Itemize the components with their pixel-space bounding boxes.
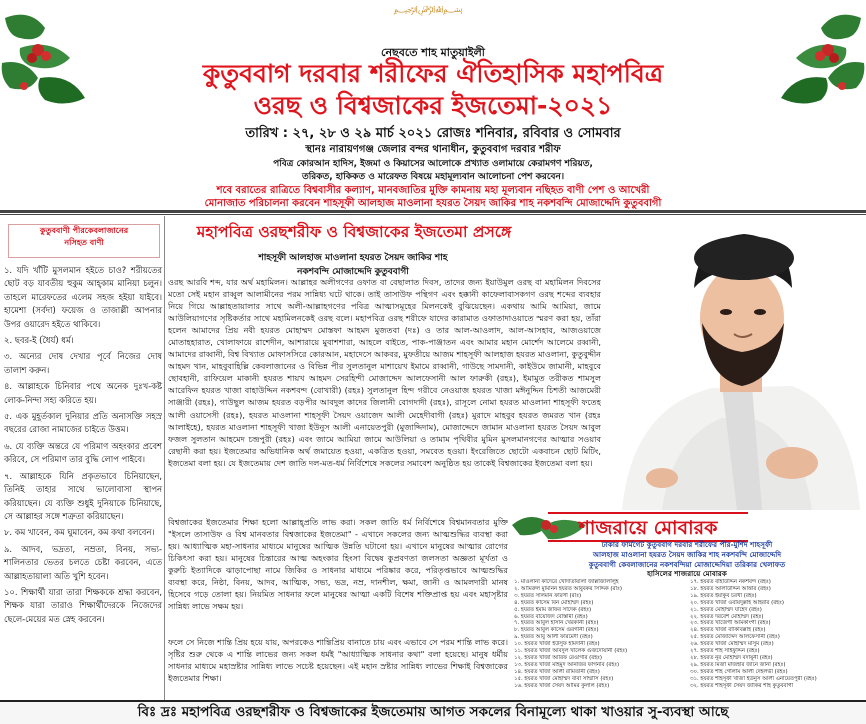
list-item: ১৬. হযরত খাজা সৈয়দ আমির কুলাল (রহঃ): [514, 682, 610, 689]
nasihat-item: ৪. আল্লাহকে চিনিবার পথে অনেক দুঃখ-কষ্ট লোক-নিন্দা সহ্য করিতে হয়।: [4, 381, 162, 405]
list-item: ৭. হযরত আবুল হাসান খেরকানী (রহঃ): [514, 620, 599, 627]
main-title-line2: ওরছ ও বিশ্বজাকের ইজতেমা-২০২১: [253, 91, 613, 120]
announcement-line-2: মোনাজাত পরিচালনা করবেন শাহসূফী আলহাজ মাওলানা হযরত সৈয়দ জাকির শাহ নকশবন্দি মোজাদ্দেদি কুতুববাগী: [204, 198, 662, 209]
list-item: ১৪. হযরত খাজা আলী রামিতানী (রহঃ): [514, 668, 600, 675]
list-item: ২৪. হযরত খাজা বাকিবিল্লাহ (রহঃ): [690, 627, 766, 634]
announcement-line-1: শবে বরাতের রাত্রিতে বিশ্ববাসীর কল্যাণ, মানবজাতির মুক্তি কামনায় মহা মূল্যবান নছিহত বাণী পেশ ও আখেরী: [216, 185, 650, 196]
list-item: ৬. হযরত বায়েজিদ বোস্তামী (রহঃ): [514, 613, 588, 620]
nasihat-header-box: [8, 224, 160, 258]
shajra-list-right: [690, 579, 862, 690]
shajra-subtitle-3: কুতুববাগী কেবলাজানের নকশবন্দিয়া মোজাদ্দেদিয়া তরিকার খেলাফত: [588, 560, 786, 569]
list-item: ১২. হযরত খাজা আরিফ রেওগিরি (রহঃ): [514, 654, 603, 661]
holly-decoration-left-icon: [0, 8, 90, 118]
list-item: ১১. হযরত খাজা আবদুল খালেক গুজদোয়ানী (রহঃ): [514, 648, 628, 655]
nasihat-header-line2: নসিহত বাণী: [64, 238, 104, 247]
shajra-list-left: [514, 579, 686, 690]
article-body-1: ওরছ আরবি শব্দ, যার অর্থ মহামিলন। আল্লাহর অলীগণের ওফাত বা বেছালাত দিবস, তাদের জন্য ইয়াউমুল ওরছ বা মহামিলন দিবসের মতো সেই মহান রাব্বুল আলামীনের পরম সান্নিধ্য ঘটে থাকে। তাই তাসাউফ পন্থিগণ এবং হক্কানী কাফেলাবাসকগণ ওরছ শব্দের ব্যবহার নিয়ে গিয়ে আল্লাহতায়ালার সাথে অলী-আল্লাহগণের পবিত্র আত্মাসমূহের মিলনকেই বুঝিয়েছেন। একথায় আমি আমিয়া, জামে আউলিয়াগণের সৃষ্টিকর্তার সাথে মহামিলনকেই ওরছ বলে। মহাপবিত্র ওরছ শরীফে যাদের কারামাত ওফাতাদাওয়াতে স্মরণ করা হয়, তাঁরা হলেন আমাদের প্রিয় নবী হযরত মোহাম্মদ মোস্তফা আহমদ মুজতবা (দঃ) ও তার আল-আওলাদ, আল-আসহাব, আজওয়াজে মোতাহহারাত, খোলাফায়ে রাশেদীন, আশারায়ে মুবাশশারা, আহলে বাইতে, পাক-পাঞ্জাতন এবং আমার মহান মোর্শেদ আলেমে রব্বানী, আমাদের রাব্বানী, বিশ্ব বিখ্যাত মোফাসসিরে কোরআন, মহাদেসে আকবর, মুফতীয়ে আজম শাহসূফী আলহাজ হযরত মাওলানা, কুতুবুদ্দীন আহমদ খান, মাহবুবাহিল্লি কেবলাজানের ও বিভিন্ন পীর সুলতানুল মাশায়েখ ইমামে রাব্বানী, গাউছে সামদানী, কাইউমে জামানী, মাহবুবে ছোবহানী, রাফিয়েল মাকানী হযরত শায়খ আহমদ সেরহিন্দী মোজাদ্দেদ আলফেসানী আল ফারুকী (রহঃ), ইমামুত তরীকত শামসুল আরেফিন হযরত খাজা বাহাউদ্দিন নকশবন্দ (বোখারী) (রহঃ) সুলতানুল হিন্দ গরীবে নেওয়াজ হযরত খাজা মঈনুদ্দিন চিশতী আজমেরী সাঞ্জারী (রহঃ), গাউছুল আজম হযরত বড়পীর আবদুল কাদের জিলানী বোগদাদী (রহঃ), রাসূলে নোমা হযরত মাওলানা শাহসূফী ফতেহ আলী ওয়াসেসী (রহঃ), হযরত মাওলানা শাহসূফী সৈয়দ ওয়াজেদ আলী মেহেদীবাগী (রহঃ) মুরাদে মাহবুব হযরত জমরত খান (রহঃ আলাইহে), হযরত মাওলানা শাহসূফী খাজা ইউনুস আলী এনায়েতপুরী (মুজাদ্দিদাম), মোজাদ্দেদে জামান মাওলানা হযরত সৈয়দ আবুল ফজল সুলতান আহমেদ চন্দ্রপুরী (রহঃ) এবং জামে আমিয়া জামে আউলিয়া ও তামাম পৃথিবীর মুমিন মুসলমানগণের আত্মার সওয়াব রেছানী করা হয়। ইজতেমার অভিধানিক অর্থ জমায়েত হওয়া, একত্রিত হওয়া, সমবেত হওয়া। ইংরেজিতে ছোটো একবাচন ছোট মিটিং, ইজতেমা বলা হয়। যে ইজতেমায় দেশ জাতি দল-মত-ধর্ম নির্বিশেষে সকলের সমাবেশ অনুষ্ঠিত হয় তাকেই বিশ্বজাকের ইজতেমা বলা হয়।: [168, 277, 601, 468]
holly-decoration-right-icon: [776, 8, 866, 118]
list-item: ১৮. হযরত আলাউদ্দিন আত্তার (রহঃ): [690, 585, 771, 592]
nasihat-header-line1: কুতুববাণী পীরকেবলাজানের: [39, 226, 129, 235]
header-subtitle: নেছবতে শাহ মাতুয়াইলী: [381, 46, 485, 59]
list-item: ১০. হযরত খাজা ইউসুফ হামদানী (রহঃ): [514, 641, 600, 648]
list-item: ৯. হযরত আবু আলী ফারমেদী (রহঃ): [514, 634, 593, 641]
nasihat-item: ৬. যে ব্যক্তি অন্তরে যে পরিমাণ অহংকার প্রবেশ করিবে, সে পরিমাণ তার বুদ্ধি লোপ পাইবে।: [4, 440, 162, 465]
calligraphy: ﷽: [393, 5, 463, 15]
list-item: ২০. হযরত খাজা ওবায়দুল্লাহ আহরার (রহঃ): [690, 599, 784, 606]
list-item: ৩১. হযরত শাহসূফী খাজা ইউনুস আলী এনায়েতপুরী (রহঃ): [690, 675, 817, 682]
article-body-2: বিশ্বজাকের ইজতেমার শিক্ষা হলো আল্লাহ্‌প্রতি লাভ করা। সকল জাতি ধর্ম নির্বিশেষে বিশ্বমানবতার মুক্তি "ইসলে তাসাউফ ও বিশ্ব মানবতার বিশ্বজাকের ইজতেমা" - এখানে সকলের জন্য আত্মশুদ্ধির ব্যবস্থা করা হয়। আধ্যাত্মিক মহা-সাধনার মাধ্যমে মানুষের আত্মিক উন্নতি ঘটানো হয়। এখানে মানুষের আত্মার রোগের চিকিৎসা করা হয়। মানুষের চিন্তারের আত্ম অহংকার হিংসা বিদ্বেষ কুপ্রবণতা জলসতা অজ্ঞতা মূর্খতা ও কুরুচি ইত্যাদিকে ঝাড়াপোছা নামে জিকির ও সাধনার মাধ্যমে পরিষ্কার করে, পরিতৃপ্তভাবে আত্মশুদ্ধির ব্যবস্থা করে, নিষ্ঠা, বিনয়, আদব, আত্মিক, সভ্য, ভদ্র, নম্র, দানশীল, ক্ষমা, জানী ও আমলদারী মানষ হিসেবে গড়ে তোলা হয়। নিয়মিত সাধনার ফলে মানুষের আত্মা একটি বিশেষ শক্তিপ্রাপ্ত হয় এবং মহাসৃষ্টার সান্নিধ্য লাভে সক্ষম হয়।: [168, 517, 508, 612]
footer-note: বিঃ দ্রঃ মহাপবিত্র ওরছশরীফ ও বিশ্বজাকের ইজতেমায় আগত সকলের বিনামূল্যে থাকা খাওয়ার সু-ব্যবস্থা আছে: [0, 700, 866, 724]
list-item: ৩. হযরত সালমান ফারসী (রাঃ): [514, 592, 582, 599]
list-item: ৪. হযরত কাসেম বিন মোহাম্মদ (রহঃ): [514, 599, 594, 606]
nasihat-item: ২. ছবর-ই (ধৈর্য) ধর্ম।: [4, 335, 74, 346]
list-item: ১৭. হযরত বাহাউদ্দিন নকশবন্দ (রহঃ): [690, 579, 771, 585]
list-item: ৩২. হযরত শাহসূফী সৈয়দ জাকির শাহ কুতুববাগী: [690, 682, 794, 689]
list-item: ২২. হযরত দরবেশ মোহাম্মদ (রহঃ): [690, 613, 764, 620]
list-item: ২. আমিরুল মুমিনিন হযরত আবুবকর সিদ্দিক (রাঃ): [514, 585, 622, 592]
nasihat-item: ৩. অন্যের দোষ দেখার পূর্বে নিজের দোষ তালাশ করুন।: [4, 351, 162, 375]
nasihat-item: ১০. শিক্ষার্থী যারা তারা শিক্ষককে শ্রদ্ধা করবেন, শিক্ষক যারা তারাও শিক্ষার্থীদেরকে নিজেদের ছেলে-মেয়ের মত স্নেহ করবেন।: [4, 586, 162, 624]
list-item: ২৯. হযরত মির্জা মাজহার জানে জানা (রহঃ): [690, 661, 786, 668]
list-item: ২৬. হযরত খাজা মোহাম্মদ মাসুম (রহঃ): [690, 641, 774, 648]
list-item: ১৫. হযরত খাজা মোহাম্মদ বাবা সাম্মাসি (রহঃ): [514, 675, 614, 682]
event-date: তারিখ : ২৭, ২৮ ও ২৯ মার্চ ২০২১ রোজঃ শনিবার, রবিবার ও সোমবার: [245, 126, 621, 141]
nasihat-item: ৮. কম খাবেন, কম ঘুমাবেন, কম কথা বলবেন।: [4, 527, 155, 538]
article-title: মহাপবিত্র ওরছশরীফ ও বিশ্বজাকের ইজতেমা প্রসঙ্গে: [168, 220, 540, 246]
article-body-3: ফলে সে নিজে শান্তি প্রিয় হয়ে যায়, অপরকেও শান্তিপ্রিয় বানাতে চায় এবং এভাবে সে পরম শান্তি লাভ করে। সৃষ্টির শুরু থেকে এ শান্তি লাভের জন্য সকল ধর্মই "আধ্যাত্মিক সাধনার কথা" বলা হয়েছে। মানুষ ধর্মীয় সাধনার মাধ্যমে মহাস্রষ্টার সান্নিধ্য লাভে সচেষ্ট হয়েছেন। এই মহান স্রষ্টার সান্নিধ্য লাভের শিক্ষাই বিশ্বজাকের ইজতেমার শিক্ষা।: [168, 637, 508, 684]
nasihat-list: [4, 264, 162, 626]
list-item: ৮. হযরত আবুল কাসেম গুরগানী (রহঃ): [514, 627, 599, 634]
nasihat-item: ৯. আদব, ভদ্রতা, নম্রতা, বিনয়, সভ্য-শালিনতার ভেতর চলতে চেষ্টা করবেন, এতে আল্লাহতায়ালা অতি খুশি হবেন।: [4, 543, 162, 581]
list-item: ৩০. হযরত শাহ গোলাম আলী দেহলভী (রহঃ): [690, 668, 788, 675]
list-item: ৫. হযরত ইমাম জাফর সাদেক (রহঃ): [514, 606, 592, 613]
list-item: ২৩. হযরত খাজেগী আমকাংগী (রহঃ): [690, 620, 771, 627]
event-place: স্থানঃ নারায়ণগঞ্জ জেলার বন্দর থানাধীন, কুতুববাগ দরবার শরীফ: [305, 144, 561, 155]
shajra-subtitle-2: আলহাজ মাওলানা হযরত সৈয়দ জাকির শাহ নকশবন্দি মোজাদ্দেদি: [592, 550, 782, 559]
nasihat-item: ১. যদি খাঁটি মুসলমান হইতে চাও? শরীয়তের ছোট বড় যাবতীয় হুকুম আহ্‌কাম মানিয়া চলুন। তাহলে মারেফতের এলেম সহজ হইয়া যাইবে। হামেশা (সর্বদা) ফয়েজ ও তাজাল্লী আপনার উপর ওয়ারেদ হইতে থাকিবে।: [4, 265, 162, 329]
list-item: ২৭. হযরত শাহ সাইফুদ্দিন (রহঃ): [690, 648, 760, 655]
event-description-2: তরিকত, হাকিকত ও মারেফত বিষয়ে মহামূল্যবান আলোচনা পেশ করবেন।: [301, 172, 565, 182]
list-item: ২৮. হযরত নূর মোহাম্মদ বদায়ূনী (রহঃ): [690, 654, 773, 661]
list-item: ২৫. হযরত মোজাদ্দেদ আলফেসানী (রহঃ): [690, 634, 780, 641]
header-divider-thin: [0, 214, 866, 215]
list-item: ১৩. হযরত খাজা মাহমুদ আনজির ফাগনবি (রহঃ): [514, 661, 620, 668]
shajra-title: শাজরায়ে মোবারক: [548, 512, 748, 542]
article-author-line1: শাহসূফী আলহাজ মাওলানা হযরত সৈয়দ জাকির শাহ: [258, 253, 448, 263]
nasihat-column: [4, 224, 162, 694]
shajra-list: [514, 579, 862, 689]
article-author-line2: নকশবন্দি মোজাদ্দেদি কুতুববাগী: [297, 267, 409, 277]
list-item: ২১. হযরত মোহাম্মদ যাহেদ (রহঃ): [690, 606, 762, 613]
shajra-subtitle-4: হাসিলের শাজরায়ে মোবারক: [647, 569, 727, 578]
pir-portrait-photo: [602, 218, 862, 510]
column-divider: [164, 216, 165, 702]
shajra-subtitle-1: ঢাকার ফার্মগেট কুতুববাগ দরবার শরীফের পীর-মুর্শিদ শাহসূফী: [601, 540, 773, 549]
main-title-line1: কুতুববাগ দরবার শরীফের ঐতিহাসিক মহাপবিত্র: [202, 59, 664, 88]
nasihat-item: ৫. এক মুহূর্তকাল দুনিয়ার প্রতি অনাসক্তি সহস্র বছরের রোজা নামাজের চাইতে উত্তম।: [4, 411, 162, 435]
event-description-1: পবিত্র কোরআন হাদিস, ইজমা ও কিয়াসের আলোকে প্রখ্যাত ওলামায়ে কেরামগণ শরিয়ত,: [273, 159, 593, 169]
list-item: ১. মাওলানা কাদেরে খোদাতায়ালা জাল্লাজালালুহ: [514, 579, 619, 585]
header-divider: [0, 210, 866, 213]
nasihat-item: ৭. আল্লাহকে যিনি প্রকৃতভাবে চিনিয়াছেন, তিনিই তাহার সাথে ভালোবাসা স্থাপন করিয়াছেন। যে ব্যক্তি শুধুই দুনিয়াকে চিনিয়াছে, সে আল্লাহর সঙ্গে শত্রুতা করিয়াছেন।: [4, 470, 162, 521]
list-item: ১৯. হযরত ইয়াকুব চরখী (রহঃ): [690, 592, 757, 599]
